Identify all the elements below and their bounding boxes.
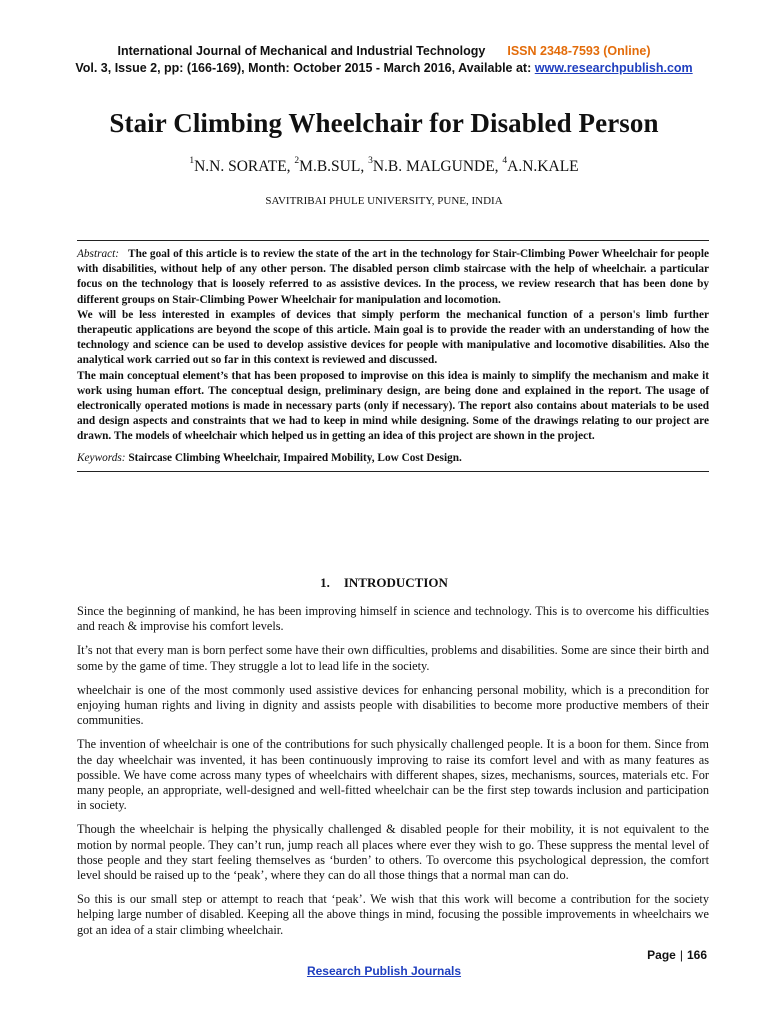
issn: ISSN 2348-7593 (Online) bbox=[507, 44, 651, 58]
abstract-text: The goal of this article is to review the state of the art in the technology for Stair-Climbing Power Wheelchair for people with disabilities, without help of any other person. The disabled person climb staircase with the help of wheelchair. a particular focus on the technology that is loosely referred to as assistive devices. In the process, we review research that has been done by different groups on Stair-Climbing Power Wheelchair for manipulation and locomotion. bbox=[77, 248, 709, 306]
page-number bbox=[647, 948, 707, 962]
paper-title: Stair Climbing Wheelchair for Disabled Person bbox=[109, 108, 659, 138]
body-paragraph: So this is our small step or attempt to reach that ‘peak’. We wish that this work will become a contribution for the society helping large number of disabled. Keeping all the above things in mind, focusing the possible improvements in wheelchairs we got an idea of a stair climbing wheelchair. bbox=[77, 892, 709, 937]
volume-line bbox=[0, 61, 768, 75]
abstract-label: Abstract: bbox=[77, 248, 120, 260]
section-heading bbox=[0, 575, 768, 591]
volume-info: Vol. 3, Issue 2, pp: (166-169), Month: October 2015 - March 2016, Available at: bbox=[75, 61, 532, 75]
footer-journal-link[interactable]: Research Publish Journals bbox=[306, 964, 462, 978]
section-number: 1. bbox=[320, 575, 330, 590]
abstract-paragraph: We will be less interested in examples of devices that simply perform the mechanical function of a person's limb further therapeutic applications are beyond the scope of this article. Main goal is to provide the reader with an understanding of how the technology and science can be used to develop assistive devices for people with manipulative and locomotive disabilities. Also the analytical work carried out so far in this context is reviewed and discussed. bbox=[77, 308, 709, 367]
body-paragraph: It’s not that every man is born perfect some have their own difficulties, problems and disabilities. Some are since their birth and some by the game of time. They struggle a lot to lead life in the society. bbox=[77, 643, 709, 673]
body-paragraph: Though the wheelchair is helping the physically challenged & disabled people for their mobility, it is not equivalent to the motion by normal people. They can’t run, jump reach all places where ever they wish to go. These suppress the mental level of those people and they start feeling themselves as ‘burden’ to others. To overcome this psychological depression, the comfort level should be raised up to the ‘peak’, where they can do all those things that a normal man can do. bbox=[77, 822, 709, 883]
author-name: A.N.KALE bbox=[507, 158, 579, 175]
affiliation: SAVITRIBAI PHULE UNIVERSITY, PUNE, INDIA bbox=[265, 195, 503, 207]
journal-url-link[interactable]: www.researchpublish.com bbox=[534, 61, 693, 75]
author-name: M.B.SUL, bbox=[299, 158, 369, 175]
abstract-paragraph bbox=[77, 247, 709, 308]
authors bbox=[0, 158, 768, 176]
author-name: N.N. SORATE, bbox=[194, 158, 295, 175]
keywords-label: Keywords: bbox=[77, 451, 126, 464]
author-sup: 3 bbox=[368, 156, 373, 166]
keywords-text: Staircase Climbing Wheelchair, Impaired Mobility, Low Cost Design. bbox=[128, 451, 462, 464]
keywords bbox=[77, 451, 709, 466]
page-separator: | bbox=[679, 948, 683, 962]
page-label: Page bbox=[647, 948, 676, 962]
abstract-paragraph: The main conceptual element’s that has been proposed to improvise on this idea is mainly to simplify the mechanism and make it work using human effort. The conceptual design, preliminary design, are being done and explained in the report. The usage of electronically operated motions is made in necessary parts (only if necessary). The report also contains about materials to be used and design aspects and constraints that we had to keep in mind while designing. Some of the drawings relating to our project are drawn. The models of wheelchair which helped us in getting an idea of this project are shown in the project. bbox=[77, 369, 709, 443]
author-name: N.B. MALGUNDE, bbox=[372, 158, 503, 175]
abstract bbox=[77, 240, 709, 472]
author-sup: 2 bbox=[294, 156, 300, 166]
author-sup: 4 bbox=[502, 156, 508, 166]
body-paragraph: wheelchair is one of the most commonly used assistive devices for enhancing personal mobility, which is a precondition for enjoying human rights and living in dignity and assists people with disabilities to become more productive members of their communities. bbox=[77, 682, 709, 728]
body-paragraph: Since the beginning of mankind, he has been improving himself in science and technology. This is to overcome his difficulties and reach & improvise his comfort levels. bbox=[77, 604, 709, 634]
journal-name: International Journal of Mechanical and Industrial Technology bbox=[117, 44, 486, 58]
page-number-value: 166 bbox=[686, 948, 707, 962]
journal-header bbox=[0, 44, 768, 58]
author-sup: 1 bbox=[189, 156, 195, 166]
introduction-body bbox=[77, 604, 709, 947]
section-title: INTRODUCTION bbox=[343, 575, 448, 590]
body-paragraph: The invention of wheelchair is one of the contributions for such physically challenged people. It is a boon for them. Since from the day wheelchair was invented, it has been continuously improving to raise its comfort level and with as many features as possible. We have come across many types of wheelchairs with different shapes, sizes, mechanisms, sources, materials etc. For many people, an appropriate, well-designed and well-fitted wheelchair can be the first step towards inclusion and participation in society. bbox=[77, 737, 709, 813]
